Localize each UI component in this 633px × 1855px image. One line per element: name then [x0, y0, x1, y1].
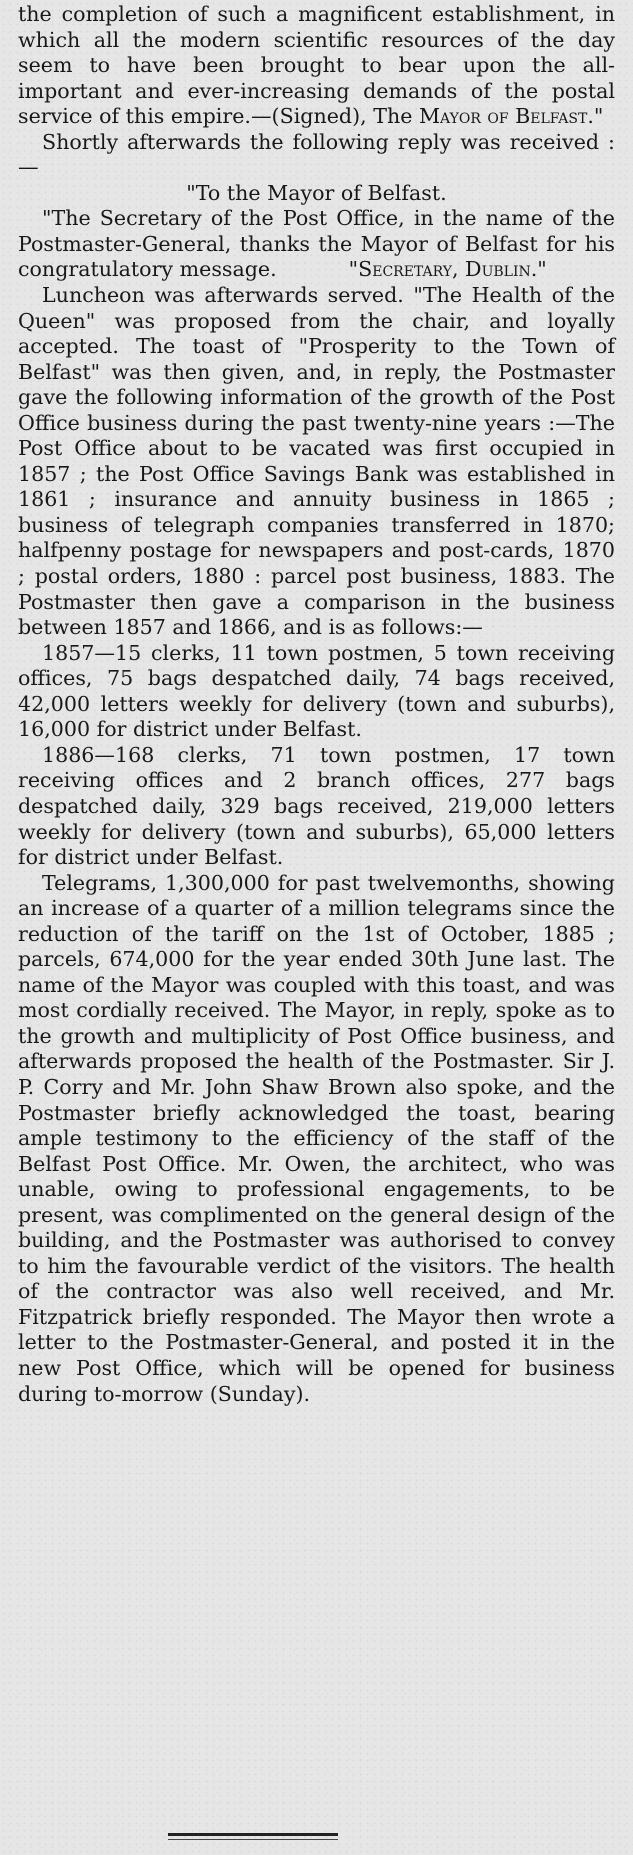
secretary-reply-text: "The Secretary of the Post Office, in the name of the Postmaster-General, thanks the Mayor of Belfast for his congratulatory message.: [18, 206, 615, 282]
paragraph-secretary-reply: [18, 206, 615, 283]
end-rule-thin: [168, 1839, 338, 1840]
paragraph-stats-1886: 1886—168 clerks, 71 town postmen, 17 town receiving offices and 2 branch offices, 277 bags despatched daily, 329 bags received, 219,000 letters weekly for delivery (town and suburbs), 65,000 letters for district under Belfast.: [18, 742, 615, 870]
end-rule: [168, 1833, 338, 1840]
end-rule-thick: [168, 1833, 338, 1836]
paragraph-telegrams: Telegrams, 1,300,000 for past twelvemonths, showing an increase of a quarter of a million telegrams since the reduction of the tariff on the 1st of October, 1885 ; parcels, 674,000 for the year ended 30th June last. The name of the Mayor was coupled with this toast, and was most cordially received. The Mayor, in reply, spoke as to the growth and multiplicity of Post Office business, and afterwards proposed the health of the Postmaster. Sir J. P. Corry and Mr. John Shaw Brown also spoke, and the Postmaster briefly acknowledged the toast, bearing ample testimony to the efficiency of the staff of the Belfast Post Office. Mr. Owen, the architect, who was unable, owing to professional engagements, to be present, was complimented on the general design of the building, and the Postmaster was authorised to convey to him the favourable verdict of the visitors. The health of the contractor was also well received, and Mr. Fitzpatrick briefly responded. The Mayor then wrote a letter to the Postmaster-General, and posted it in the new Post Office, which will be opened for business during to-morrow (Sunday).: [18, 870, 615, 1406]
paragraph-mayor-message-end: [18, 2, 615, 130]
paragraph-stats-1857: 1857—15 clerks, 11 town postmen, 5 town receiving offices, 75 bags despatched daily, 74 bags received, 42,000 letters weekly for delivery (town and suburbs), 16,000 for district under Belfast.: [18, 640, 615, 742]
mayor-signature: Mayor of Belfast: [418, 104, 588, 129]
reply-salutation: "To the Mayor of Belfast.: [186, 180, 447, 205]
mayor-message-close: .": [587, 104, 604, 129]
paragraph-reply-intro: Shortly afterwards the following reply was received :—: [18, 129, 615, 180]
article-column: [18, 2, 615, 1407]
secretary-signature: "Secretary, Dublin.": [348, 257, 547, 282]
mayor-message-text: the completion of such a magnificent establishment, in which all the modern scientific resources of the day seem to have been brought to bear upon the all-important and ever-increasing demands of the postal service of this empire.—(Signed), The: [18, 2, 615, 129]
paragraph-luncheon: Luncheon was afterwards served. "The Health of the Queen" was proposed from the chair, and loyally accepted. The toast of "Prosperity to the Town of Belfast" was then given, and, in reply, the Postmaster gave the following information of the growth of the Post Office business during the past twenty-nine years :—The Post Office about to be vacated was first occupied in 1857 ; the Post Office Savings Bank was established in 1861 ; insurance and annuity business in 1865 ; business of telegraph companies transferred in 1870; halfpenny postage for newspapers and post-cards, 1870 ; postal orders, 1880 : parcel post business, 1883. The Postmaster then gave a comparison in the business between 1857 and 1866, and is as follows:—: [18, 283, 615, 640]
